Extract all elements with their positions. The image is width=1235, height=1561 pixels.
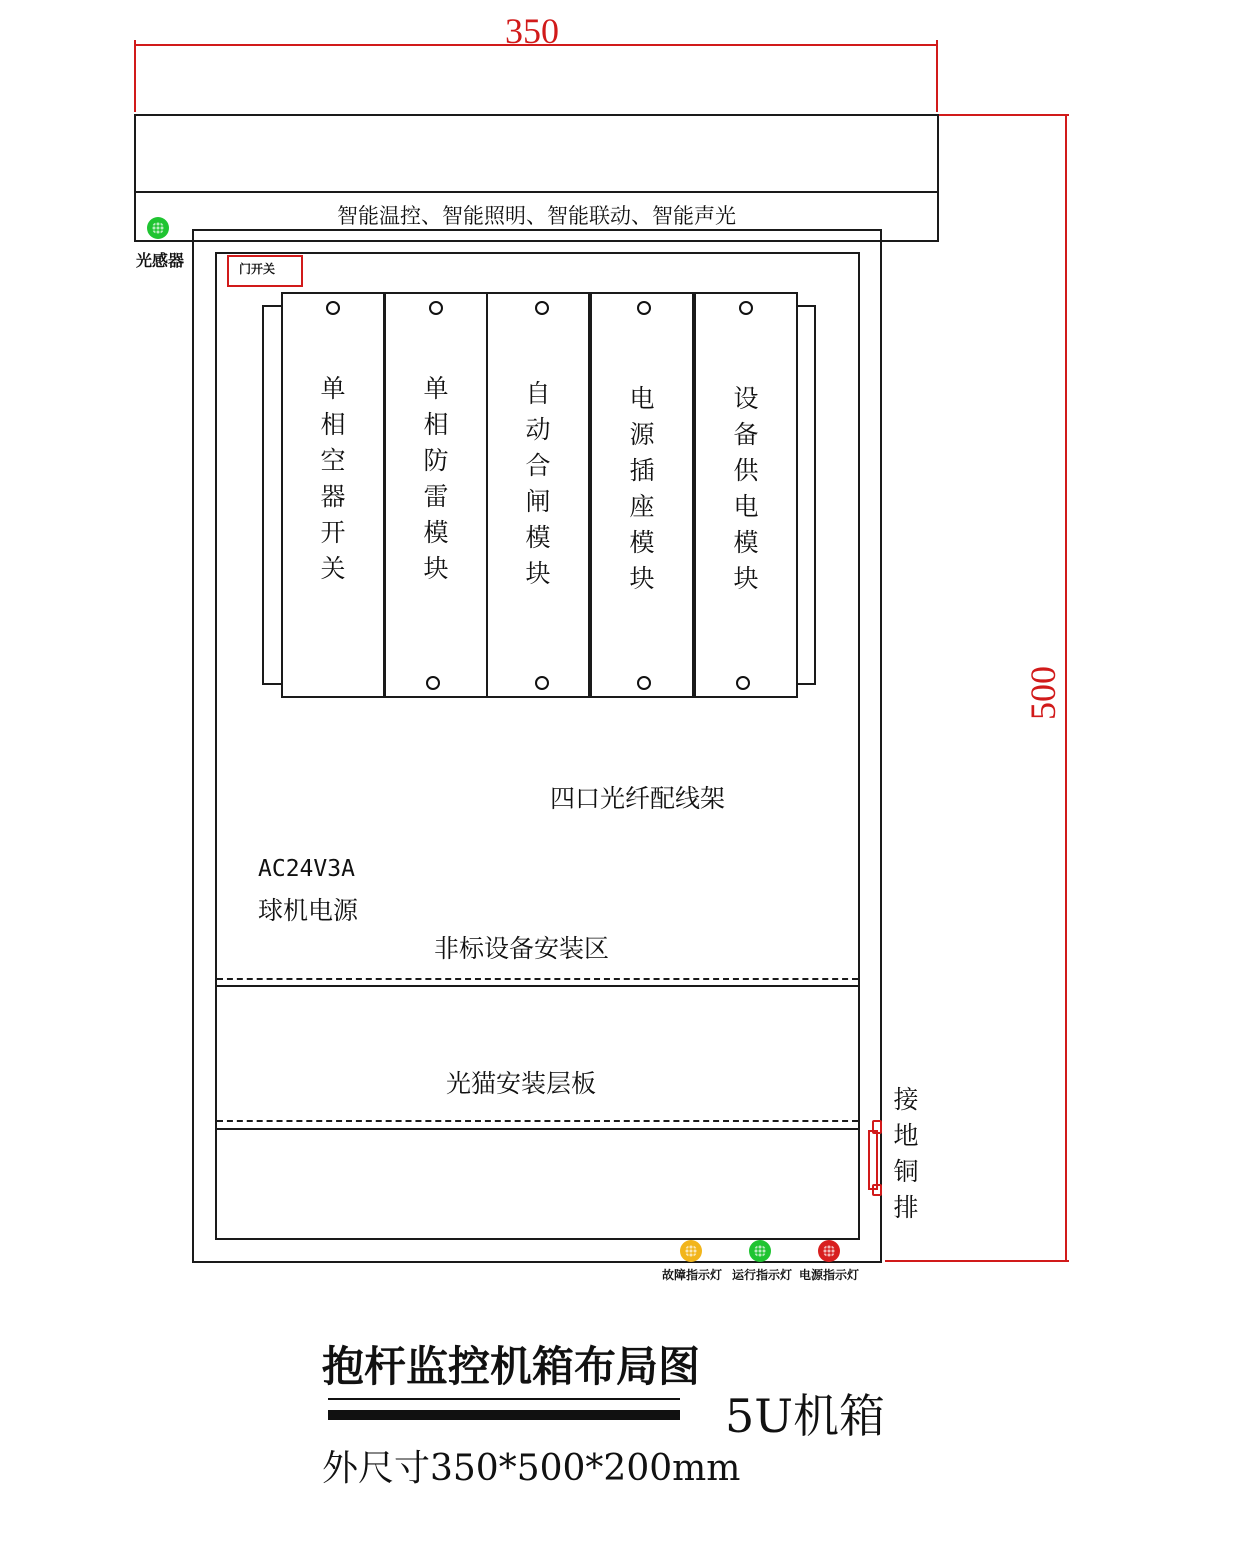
title-underline-thick	[328, 1410, 680, 1420]
drawing-title: 抱杆监控机箱布局图	[322, 1342, 701, 1391]
fault-indicator-light	[680, 1240, 702, 1262]
ground-bar-bolt	[872, 1120, 882, 1134]
camera-power-spec: AC24V3A	[258, 856, 355, 882]
module-screw-icon	[637, 676, 651, 690]
top-unit-divider	[136, 191, 937, 193]
nonstandard-zone-label: 非标设备安装区	[434, 934, 610, 963]
module-screw-icon	[739, 301, 753, 315]
shelf-divider-top	[217, 978, 858, 980]
ground-bar-label: 接 地 铜 排	[893, 1085, 919, 1222]
top-unit-caption: 智能温控、智能照明、智能联动、智能声光	[337, 204, 736, 228]
module-screw-icon	[535, 301, 549, 315]
run-indicator-light	[749, 1240, 771, 1262]
width-dimension	[134, 44, 939, 116]
module-label: 单 相 空 器 开 关	[320, 374, 346, 583]
modem-shelf-label: 光猫安装层板	[446, 1069, 597, 1098]
module-auto-reclose	[486, 292, 590, 698]
top-unit	[134, 114, 939, 242]
width-dimension-left-tick	[134, 40, 136, 112]
shelf-divider-top-solid	[217, 985, 858, 987]
module-equipment-power	[694, 292, 798, 698]
power-indicator-label: 电源指示灯	[799, 1268, 860, 1282]
height-dimension-top-tick	[935, 114, 1069, 116]
height-dimension-bottom-tick	[885, 1260, 1069, 1262]
fiber-rack-label: 四口光纤配线架	[550, 784, 726, 813]
ground-bar-icon	[866, 1120, 880, 1194]
height-dimension-label: 500	[1023, 666, 1063, 720]
module-screw-icon	[736, 676, 750, 690]
title-underline-thin	[328, 1398, 680, 1400]
module-screw-icon	[429, 301, 443, 315]
module-screw-icon	[326, 301, 340, 315]
module-single-phase-breaker	[281, 292, 385, 698]
module-screw-icon	[637, 301, 651, 315]
module-label: 设 备 供 电 模 块	[733, 384, 759, 593]
module-surge-protector	[384, 292, 488, 698]
ground-bar-bolt	[872, 1184, 882, 1196]
module-power-socket	[590, 292, 694, 698]
height-dimension-line	[1065, 114, 1067, 1262]
camera-power-label: 球机电源	[258, 896, 359, 925]
ground-bar-body	[868, 1130, 878, 1190]
light-sensor-label: 光感器	[136, 251, 185, 270]
module-label: 单 相 防 雷 模 块	[423, 374, 449, 583]
module-screw-icon	[535, 676, 549, 690]
fault-indicator-label: 故障指示灯	[662, 1268, 723, 1282]
door-switch	[227, 255, 303, 287]
module-label: 电 源 插 座 模 块	[629, 384, 655, 593]
door-switch-label: 门开关	[239, 262, 276, 276]
unit-size-label: 5U机箱	[725, 1389, 886, 1443]
shelf-divider-bottom-solid	[217, 1128, 858, 1130]
outer-dimension-label: 外尺寸350*500*200mm	[322, 1448, 741, 1489]
shelf-divider-bottom	[217, 1120, 858, 1122]
width-dimension-right-tick	[936, 40, 938, 112]
module-label: 自 动 合 闸 模 块	[525, 379, 551, 588]
width-dimension-label: 350	[505, 11, 559, 51]
run-indicator-label: 运行指示灯	[732, 1268, 793, 1282]
light-sensor-indicator	[147, 217, 169, 239]
power-indicator-light	[818, 1240, 840, 1262]
module-screw-icon	[426, 676, 440, 690]
